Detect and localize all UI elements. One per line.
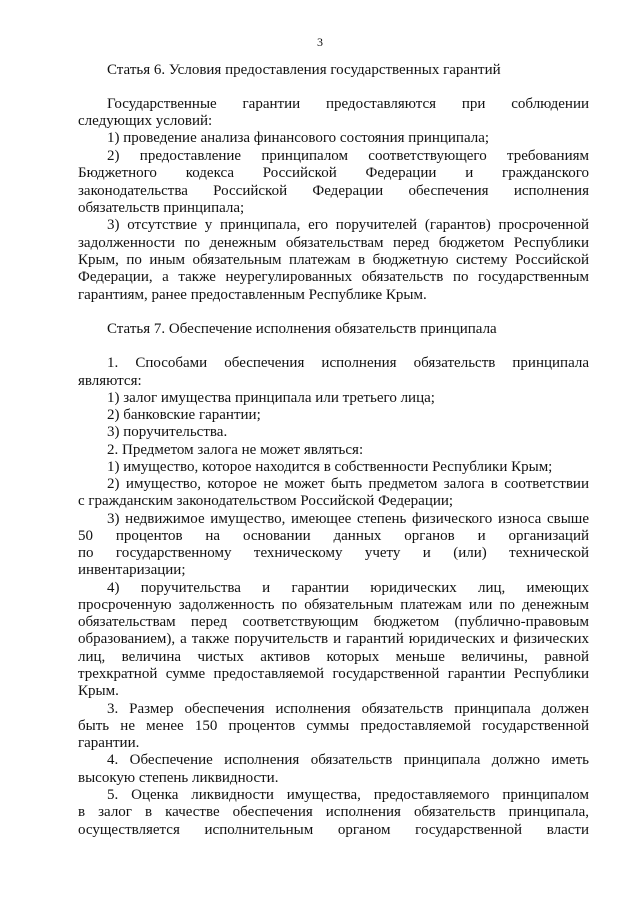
text-line: инвентаризации; <box>78 562 186 578</box>
text-line: Крым. <box>78 683 119 699</box>
article-7-heading: Статья 7. Обеспечение исполнения обязательств принципала <box>107 321 497 337</box>
text-line: 4. Обеспечение исполнения обязательств принципала должно иметь <box>107 752 589 768</box>
text-line: просроченную задолженность по обязательным платежам или по денежным <box>78 597 589 613</box>
text-line: задолженности по денежным обязательствам перед бюджетом Республики <box>78 235 589 251</box>
text-line: 3) недвижимое имущество, имеющее степень физического износа свыше <box>107 511 589 527</box>
text-line: высокую степень ликвидности. <box>78 770 279 786</box>
text-line: 1. Способами обеспечения исполнения обязательств принципала <box>107 355 589 371</box>
text-line: гарантии. <box>78 735 140 751</box>
text-line: 2) предоставление принципалом соответствующего требованиям <box>107 148 589 164</box>
text-line: быть не менее 150 процентов суммы предоставляемой государственной <box>78 718 589 734</box>
text-line: 1) проведение анализа финансового состояния принципала; <box>107 130 490 146</box>
text-line: Крым, по иным обязательным платежам в бюджетную систему Российской <box>78 252 589 268</box>
text-line: следующих условий: <box>78 113 213 129</box>
text-line: образованием), а также поручительств и гарантий юридических и физических <box>78 631 589 647</box>
text-line: 1) имущество, которое находится в собственности Республики Крым; <box>107 459 553 475</box>
text-line: Бюджетного кодекса Российской Федерации и гражданского <box>78 165 589 181</box>
text-line: 2. Предметом залога не может являться: <box>107 442 364 458</box>
text-line: 4) поручительства и гарантии юридических лиц, имеющих <box>107 580 589 596</box>
text-line: лиц, величина чистых активов которых меньше величины, равной <box>78 649 589 665</box>
text-line: 3) поручительства. <box>107 424 228 440</box>
text-line: Федерации, а также неурегулированных обязательств по государственным <box>78 269 589 285</box>
text-line: 2) банковские гарантии; <box>107 407 261 423</box>
text-line: с гражданским законодательством Российской Федерации; <box>78 493 454 509</box>
text-line: 3. Размер обеспечения исполнения обязательств принципала должен <box>107 701 589 717</box>
text-line: Государственные гарантии предоставляются при соблюдении <box>107 96 589 112</box>
text-line: гарантиям, ранее предоставленным Республике Крым. <box>78 287 427 303</box>
text-line: трехкратной сумме предоставляемой государственной гарантии Республики <box>78 666 589 682</box>
page-number: 3 <box>317 35 323 49</box>
text-line: 1) залог имущества принципала или третьего лица; <box>107 390 435 406</box>
text-line: 2) имущество, которое не может быть предметом залога в соответствии <box>107 476 589 492</box>
text-line: по государственному техническому учету и (или) технической <box>78 545 589 561</box>
text-line: 5. Оценка ликвидности имущества, предоставляемого принципалом <box>107 787 589 803</box>
text-line: являются: <box>78 373 142 389</box>
text-line: 3) отсутствие у принципала, его поручителей (гарантов) просроченной <box>107 217 589 233</box>
text-line: 50 процентов на основании данных органов и организаций <box>78 528 589 544</box>
article-6-heading: Статья 6. Условия предоставления государственных гарантий <box>107 62 501 78</box>
text-line: законодательства Российской Федерации обеспечения исполнения <box>78 183 589 199</box>
text-line: обязательствам перед соответствующим бюджетом (публично-правовым <box>78 614 589 630</box>
text-line: в залог в качестве обеспечения исполнения обязательств принципала, <box>78 804 589 820</box>
text-line: обязательств принципала; <box>78 200 245 216</box>
text-line: осуществляется исполнительным органом государственной власти <box>78 822 589 838</box>
